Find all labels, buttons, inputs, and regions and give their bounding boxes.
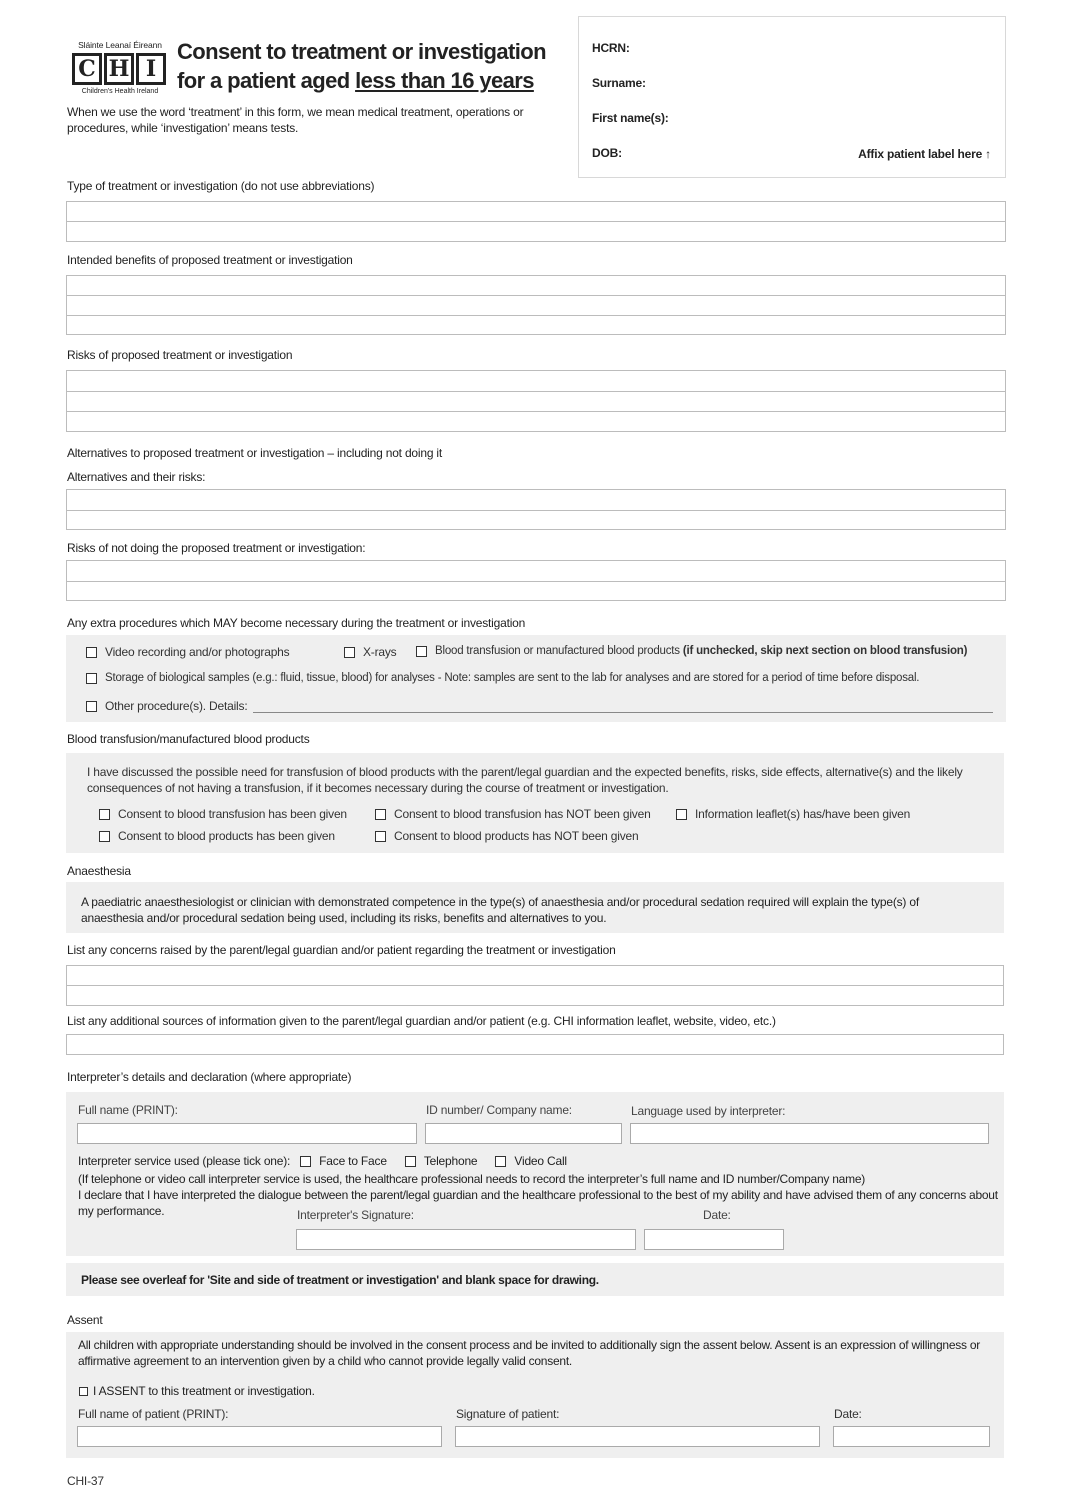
- page-title: [177, 37, 577, 95]
- assent-signature-input[interactable]: [455, 1426, 820, 1447]
- assent-check-label: I ASSENT to this treatment or investigation.: [93, 1384, 315, 1398]
- assent-date-label: Date:: [834, 1407, 862, 1421]
- assent-heading: Assent: [67, 1313, 103, 1327]
- assent-text: All children with appropriate understanding should be involved in the consent process and be invited to additionally sign the assent below. Assent is an expression of willingness or affirmative agreement to an intervention given by a child who cannot provide legally valid consent.: [78, 1338, 980, 1368]
- logo-letter-c: C: [72, 53, 102, 85]
- sources-field[interactable]: [66, 1034, 1004, 1055]
- logo-bottom-text: Children's Health Ireland: [81, 88, 159, 95]
- interp-declaration: I declare that I have interpreted the dialogue between the parent/legal guardian and the healthcare professional to the best of my ability and have advised them of any concerns about my performance.: [78, 1188, 998, 1218]
- hcrn-label: HCRN:: [592, 41, 630, 55]
- interpreter-heading: Interpreter’s details and declaration (where appropriate): [67, 1070, 352, 1084]
- first-names-label: First name(s):: [592, 111, 669, 125]
- interp-signature-input[interactable]: [296, 1229, 636, 1250]
- title-line-2: for a patient aged less than 16 years: [177, 68, 534, 93]
- logo-letter-i: I: [136, 53, 166, 85]
- assent-check-row[interactable]: [79, 1384, 315, 1398]
- interp-note: (If telephone or video call interpreter service is used, the healthcare professional needs to record the interpreter’s full name and ID number/Company name): [78, 1172, 865, 1186]
- anaesthesia-heading: Anaesthesia: [67, 864, 131, 878]
- logo-top-text: Sláinte Leanaí Éireann: [78, 40, 162, 50]
- checkbox[interactable]: [676, 809, 687, 820]
- checkbox[interactable]: [344, 647, 355, 658]
- logo-letter-h: H: [104, 53, 134, 85]
- risks-field[interactable]: [66, 370, 1006, 432]
- assent-name-label: Full name of patient (PRINT):: [78, 1407, 229, 1421]
- interp-signature-label: Interpreter's Signature:: [297, 1208, 414, 1222]
- logo-letters: [68, 53, 172, 85]
- extra-xrays[interactable]: X-rays: [344, 645, 396, 659]
- logo: [68, 40, 172, 95]
- video-call-label: Video Call: [514, 1154, 567, 1168]
- checkbox[interactable]: [99, 809, 110, 820]
- checkbox[interactable]: [416, 646, 427, 657]
- assent-signature-label: Signature of patient:: [456, 1407, 560, 1421]
- assent-checkbox[interactable]: [79, 1387, 88, 1396]
- checkbox[interactable]: [375, 831, 386, 842]
- type-heading: Type of treatment or investigation (do not use abbreviations): [67, 179, 375, 193]
- extra-video[interactable]: Video recording and/or photographs: [86, 645, 289, 659]
- interp-id-label: ID number/ Company name:: [426, 1103, 572, 1117]
- interp-language-input[interactable]: [630, 1123, 989, 1144]
- assent-name-input[interactable]: [77, 1426, 442, 1447]
- overleaf-note: Please see overleaf for 'Site and side of treatment or investigation' and blank space for drawing.: [81, 1273, 599, 1287]
- other-details-line[interactable]: [253, 712, 993, 713]
- extra-heading: Any extra procedures which MAY become necessary during the treatment or investigation: [67, 616, 526, 630]
- interp-full-name-input[interactable]: [77, 1123, 417, 1144]
- telephone-checkbox[interactable]: [405, 1156, 416, 1167]
- blood-opt-2[interactable]: Consent to blood transfusion has NOT been given: [375, 807, 651, 821]
- video-call-checkbox[interactable]: [495, 1156, 506, 1167]
- title-underlined: less than 16 years: [355, 68, 534, 93]
- interp-date-input[interactable]: [644, 1229, 784, 1250]
- checkbox[interactable]: [86, 673, 97, 684]
- title-line-1: Consent to treatment or investigation: [177, 39, 546, 64]
- blood-text: I have discussed the possible need for transfusion of blood products with the parent/legal guardian and the expected benefits, risks, side effects, alternative(s) and the likely consequences of not having a transfusion, if it becomes necessary during the course of treatment or investigation.: [87, 765, 963, 795]
- alternatives-risks-heading: Alternatives and their risks:: [67, 470, 206, 484]
- blood-heading: Blood transfusion/manufactured blood products: [67, 732, 310, 746]
- interp-service-label: Interpreter service used (please tick one):: [78, 1154, 291, 1168]
- interp-service-row: [78, 1154, 567, 1168]
- not-doing-heading: Risks of not doing the proposed treatment or investigation:: [67, 541, 366, 555]
- extra-blood[interactable]: Blood transfusion or manufactured blood products (if unchecked, skip next section on blood transfusion): [416, 645, 967, 657]
- telephone-label: Telephone: [423, 1154, 478, 1168]
- interp-id-input[interactable]: [425, 1123, 622, 1144]
- interp-language-label: Language used by interpreter:: [631, 1104, 786, 1118]
- interp-date-label: Date:: [703, 1208, 731, 1222]
- face-to-face-checkbox[interactable]: [300, 1156, 311, 1167]
- benefits-heading: Intended benefits of proposed treatment or investigation: [67, 253, 353, 267]
- face-to-face-label: Face to Face: [319, 1154, 387, 1168]
- affix-label: Affix patient label here ↑: [858, 147, 991, 161]
- patient-label-box[interactable]: [578, 16, 1006, 178]
- dob-label: DOB:: [592, 146, 622, 160]
- surname-label: Surname:: [592, 76, 646, 90]
- checkbox[interactable]: [99, 831, 110, 842]
- extra-storage[interactable]: Storage of biological samples (e.g.: fluid, tissue, blood) for analyses - Note: samples are sent to the lab for analyses and are stored for a period of time before disposal.: [86, 672, 919, 684]
- blood-opt-3[interactable]: Information leaflet(s) has/have been given: [676, 807, 910, 821]
- extra-other[interactable]: Other procedure(s). Details:: [86, 699, 247, 713]
- blood-opt-1[interactable]: Consent to blood transfusion has been given: [99, 807, 347, 821]
- benefits-field[interactable]: [66, 275, 1006, 335]
- sources-heading: List any additional sources of information given to the parent/legal guardian and/or patient (e.g. CHI information leaflet, website, video, etc.): [67, 1014, 776, 1028]
- checkbox[interactable]: [86, 701, 97, 712]
- risks-heading: Risks of proposed treatment or investigation: [67, 348, 293, 362]
- checkbox[interactable]: [86, 647, 97, 658]
- intro-text: When we use the word ‘treatment’ in this form, we mean medical treatment, operations or procedures, while ‘investigation’ means tests.: [67, 105, 524, 135]
- form-code: CHI-37: [67, 1474, 104, 1488]
- assent-date-input[interactable]: [833, 1426, 990, 1447]
- anaesthesia-text: A paediatric anaesthesiologist or clinician with demonstrated competence in the type(s) of anaesthesia and/or procedural sedation required will explain the type(s) of anaesthesia and/or procedural sedation being used, including its risks, benefits and alternatives to you.: [81, 895, 919, 925]
- alternatives-heading: Alternatives to proposed treatment or investigation – including not doing it: [67, 446, 443, 460]
- interp-full-name-label: Full name (PRINT):: [78, 1103, 178, 1117]
- blood-opt-4[interactable]: Consent to blood products has been given: [99, 829, 335, 843]
- concerns-heading: List any concerns raised by the parent/legal guardian and/or patient regarding the treatment or investigation: [67, 943, 616, 957]
- blood-opt-5[interactable]: Consent to blood products has NOT been given: [375, 829, 638, 843]
- checkbox[interactable]: [375, 809, 386, 820]
